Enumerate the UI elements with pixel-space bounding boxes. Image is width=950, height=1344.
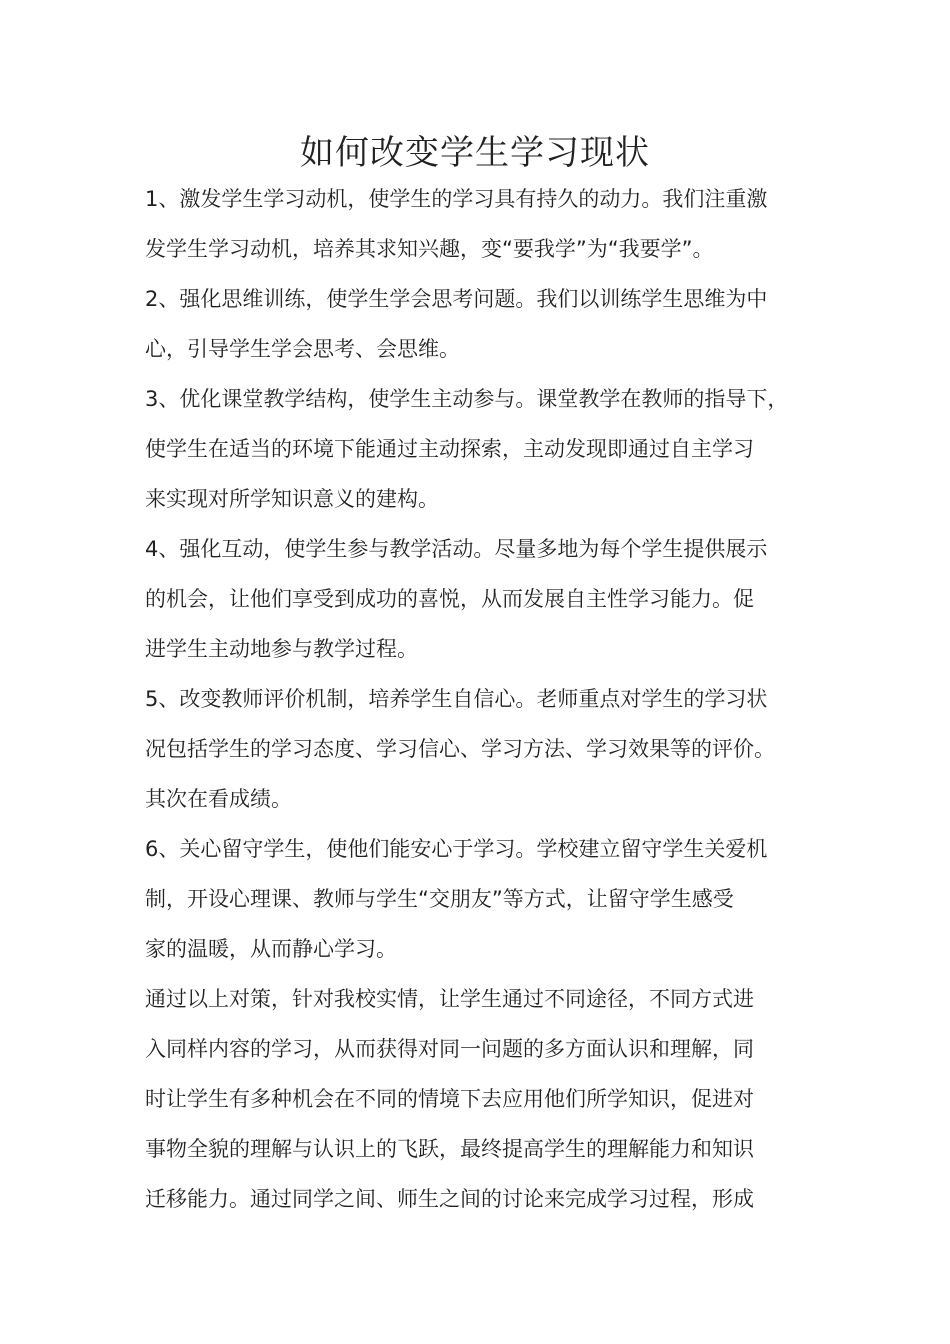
text-line: 心，引导学生学会思考、会思维。	[145, 337, 460, 361]
text-line: 其次在看成绩。	[145, 787, 292, 811]
text-line: 4、强化互动，使学生参与教学活动。尽量多地为每个学生提供展示	[145, 537, 768, 561]
text-line: 3、优化课堂教学结构，使学生主动参与。课堂教学在教师的指导下，	[145, 387, 789, 411]
document-title: 如何改变学生学习现状	[300, 133, 650, 173]
text-line: 2、强化思维训练，使学生学会思考问题。我们以训练学生思维为中	[145, 287, 768, 311]
text-line: 的机会，让他们享受到成功的喜悦，从而发展自主性学习能力。促	[145, 587, 754, 611]
document-body	[145, 174, 817, 1224]
text-line: 通过以上对策，针对我校实情，让学生通过不同途径，不同方式进	[145, 987, 754, 1011]
text-line: 6、关心留守学生，使他们能安心于学习。学校建立留守学生关爱机	[145, 837, 768, 861]
text-line: 进学生主动地参与教学过程。	[145, 637, 418, 661]
text-line: 发学生学习动机，培养其求知兴趣，变“要我学”为“我要学”。	[145, 237, 714, 261]
text-line: 入同样内容的学习，从而获得对同一问题的多方面认识和理解，同	[145, 1037, 754, 1061]
text-line: 迁移能力。通过同学之间、师生之间的讨论来完成学习过程，形成	[145, 1187, 754, 1211]
text-line: 来实现对所学知识意义的建构。	[145, 487, 439, 511]
text-line: 时让学生有多种机会在不同的情境下去应用他们所学知识，促进对	[145, 1087, 754, 1111]
text-line: 使学生在适当的环境下能通过主动探索，主动发现即通过自主学习	[145, 437, 754, 461]
text-line: 事物全貌的理解与认识上的飞跃，最终提高学生的理解能力和知识	[145, 1137, 754, 1161]
text-line: 制，开设心理课、教师与学生“交朋友”等方式，让留守学生感受	[145, 887, 734, 911]
text-line: 1、激发学生学习动机，使学生的学习具有持久的动力。我们注重激	[145, 187, 768, 211]
text-line: 5、改变教师评价机制，培养学生自信心。老师重点对学生的学习状	[145, 687, 768, 711]
text-line: 况包括学生的学习态度、学习信心、学习方法、学习效果等的评价。	[145, 737, 775, 761]
text-line: 家的温暖，从而静心学习。	[145, 937, 397, 961]
